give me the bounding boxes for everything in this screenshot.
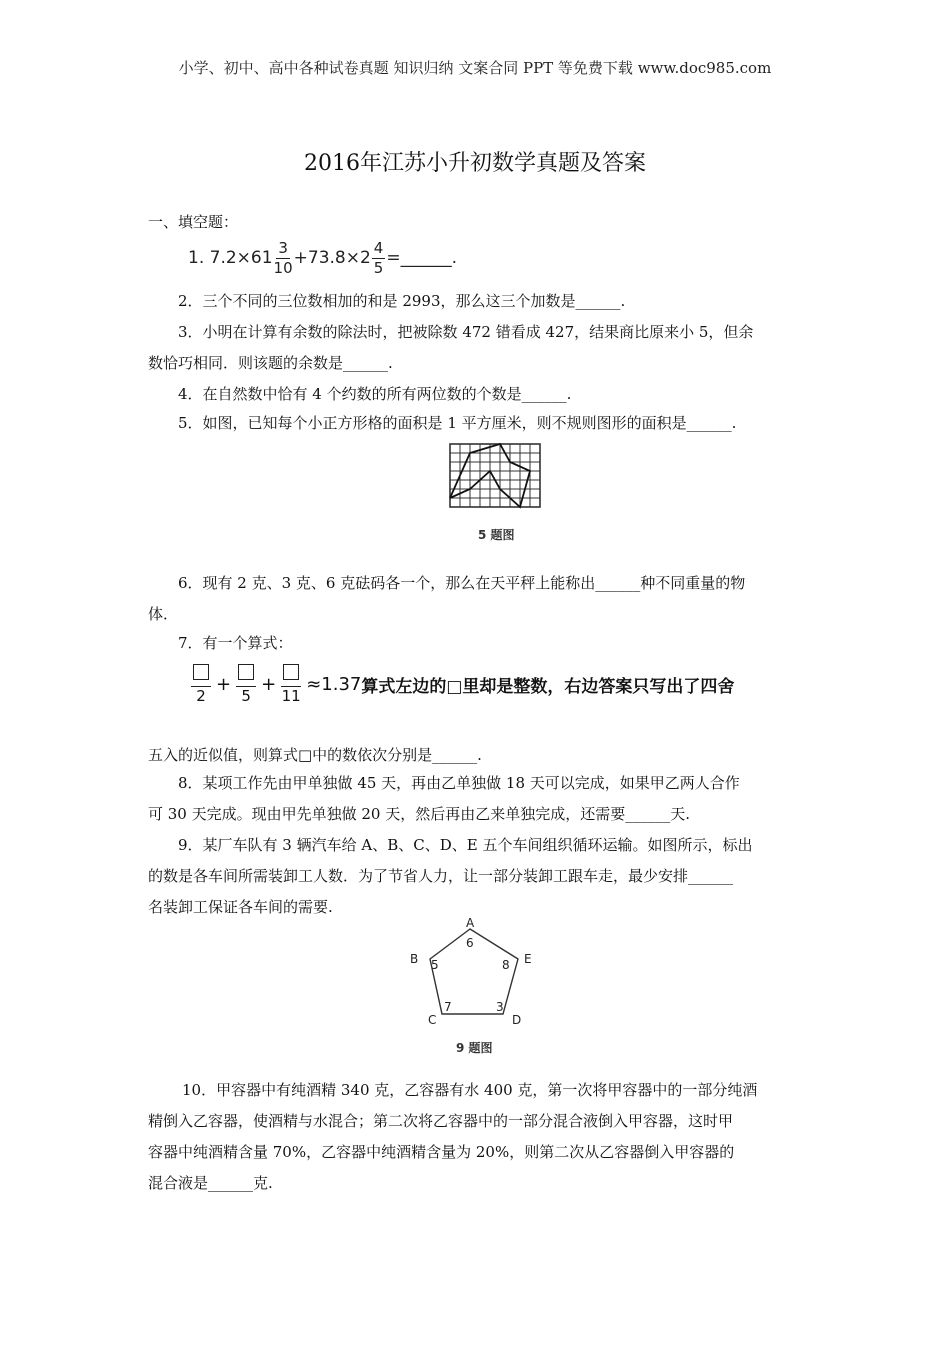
q7-denominator-2: 5 (241, 687, 251, 705)
q7-plus-1: + (216, 673, 232, 695)
question-6-line-2: 体． (148, 605, 179, 623)
page-header: 小学、初中、高中各种试卷真题 知识归纳 文案合同 PPT 等免费下载 www.doc985.com (178, 59, 772, 77)
q1-prefix: 1. 7.2×61 (188, 248, 273, 268)
q1-suffix: =______. (386, 248, 457, 268)
section-heading: 一、填空题： (148, 213, 239, 231)
worker-count-e: 8 (502, 958, 510, 972)
q1-fraction-2 (372, 238, 386, 277)
question-10-line-2: 精倒入乙容器，使酒精与水混合；第二次将乙容器中的一部分混合液倒入甲容器，这时甲 (148, 1112, 734, 1130)
question-3-line-1: 3．小明在计算有余数的除法时，把被除数 472 错看成 427，结果商比原来小 5，但余 (178, 323, 754, 341)
question-10-line-4: 混合液是______克. (148, 1174, 273, 1192)
vertex-label-a: A (466, 916, 475, 930)
q7-fraction-1 (191, 664, 211, 704)
vertex-label-d: D (512, 1013, 522, 1026)
question-9-line-2: 的数是各车间所需装卸工人数．为了节省人力，让一部分装卸工跟车走，最少安排______ (148, 867, 734, 885)
question-6-line-1: 6．现有 2 克、3 克、6 克砝码各一个，那么在天平秤上能称出______种不同重量的物 (178, 574, 746, 592)
vertex-label-e: E (524, 952, 532, 966)
question-8-line-2: 可 30 天完成。现由甲先单独做 20 天，然后再由乙来单独完成，还需要______天. (148, 805, 691, 823)
figure-9-pentagon (400, 916, 550, 1026)
figure-9-caption: 9 题图 (456, 1041, 493, 1055)
question-7-expression (190, 658, 734, 710)
vertex-label-b: B (410, 952, 419, 966)
question-9-line-3: 名装卸工保证各车间的需要. (148, 898, 333, 916)
q7-blank-box-2 (238, 664, 254, 680)
vertex-label-c: C (428, 1013, 437, 1026)
question-2: 2．三个不同的三位数相加的和是 2993，那么这三个加数是______. (178, 292, 626, 310)
q1-fraction-2-denominator: 5 (373, 258, 384, 277)
q1-fraction-1-numerator: 3 (278, 238, 288, 257)
q7-blank-box-3 (283, 664, 299, 680)
q7-tail-text: 算式左边的□里却是整数，右边答案只写出了四舍 (361, 676, 735, 697)
question-10-line-3: 容器中纯酒精含量 70%，乙容器中纯酒精含量为 20%，则第二次从乙容器倒入甲容器的 (148, 1143, 735, 1161)
question-7-line-2: 五入的近似值，则算式□中的数依次分别是______. (148, 746, 482, 764)
page-title: 2016年江苏小升初数学真题及答案 (304, 151, 646, 176)
q1-fraction-2-numerator: 4 (373, 238, 384, 257)
q1-middle: +73.8×2 (293, 248, 371, 268)
question-8-line-1: 8．某项工作先由甲单独做 45 天，再由乙单独做 18 天可以完成，如果甲乙两人合作 (178, 774, 740, 792)
worker-count-c: 7 (444, 1000, 452, 1014)
question-4: 4．在自然数中恰有 4 个约数的所有两位数的个数是______. (178, 385, 572, 403)
question-1 (188, 230, 457, 286)
figure-5-grid (445, 441, 545, 511)
q7-blank-box-1 (193, 664, 209, 680)
q1-fraction-1-denominator: 10 (273, 258, 293, 277)
question-3-line-2: 数恰巧相同．则该题的余数是______. (148, 354, 393, 372)
q7-plus-2: + (261, 673, 277, 695)
figure-5-caption: 5 题图 (478, 528, 515, 542)
question-5: 5．如图，已知每个小正方形格的面积是 1 平方厘米，则不规则图形的面积是______. (178, 414, 737, 432)
q7-fraction-2 (236, 664, 256, 704)
q7-fraction-3 (281, 664, 301, 704)
question-7-intro: 7．有一个算式： (178, 634, 293, 652)
question-10-line-1: 10．甲容器中有纯酒精 340 克，乙容器有水 400 克，第一次将甲容器中的一部分纯酒 (182, 1081, 758, 1099)
q7-denominator-1: 2 (196, 687, 206, 705)
worker-count-d: 3 (496, 1000, 504, 1014)
q1-fraction-1 (273, 238, 293, 277)
q7-approx: ≈1.37 (306, 673, 362, 695)
worker-count-b: 5 (431, 958, 439, 972)
worker-count-a: 6 (466, 936, 474, 950)
q7-denominator-3: 11 (281, 687, 301, 705)
question-9-line-1: 9．某厂车队有 3 辆汽车给 A、B、C、D、E 五个车间组织循环运输。如图所示，标出 (178, 836, 753, 854)
